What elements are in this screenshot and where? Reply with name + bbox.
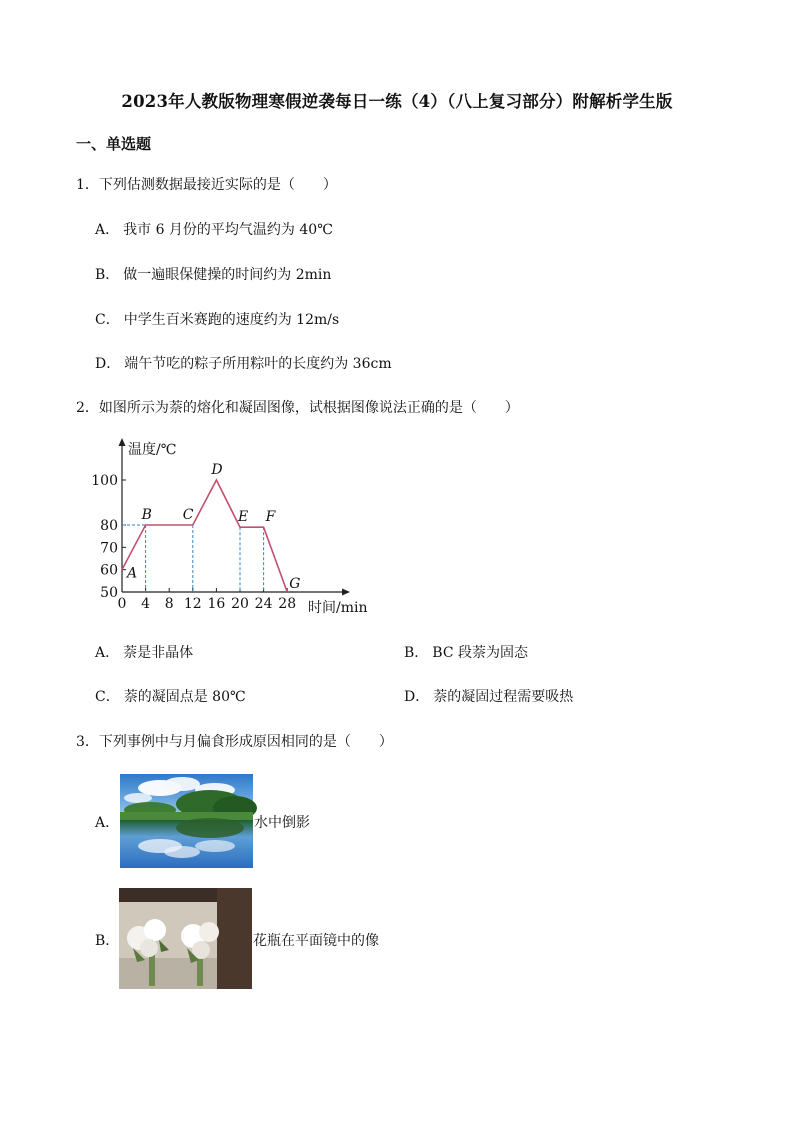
- y-tick-label: 100: [91, 473, 118, 489]
- point-label-d: D: [211, 462, 223, 478]
- temperature-curve: [122, 480, 287, 592]
- y-tick-label: 70: [100, 540, 118, 557]
- y-tick-label: 80: [100, 518, 118, 534]
- point-label-e: E: [238, 509, 249, 526]
- q2-option-b: [404, 642, 528, 662]
- question-stem: 下列事例中与月偏食形成原因相同的是（ ）: [98, 734, 393, 750]
- option-text: 做一遍眼保健操的时间约为 2min: [123, 267, 332, 283]
- option-text: 萘的凝固过程需要吸热: [433, 689, 574, 705]
- q2-option-a: [95, 642, 193, 662]
- option-letter: D．: [404, 689, 430, 705]
- y-tick-label: 50: [100, 585, 118, 601]
- option-text: 中学生百米赛跑的速度约为 12m/s: [123, 312, 340, 328]
- question-1: [76, 174, 337, 194]
- option-letter: A．: [95, 222, 120, 238]
- vase-mirror-photo: [119, 888, 252, 989]
- y-tick-label: 60: [100, 562, 118, 579]
- y-axis-label: 温度/℃: [128, 442, 177, 458]
- q1-option-d: [95, 353, 392, 373]
- option-text: 萘是非晶体: [123, 645, 194, 661]
- x-tick-label: 16: [207, 596, 226, 612]
- point-label-g: G: [289, 576, 301, 592]
- q2-option-d: [404, 686, 573, 706]
- option-text: BC 段萘为固态: [432, 645, 529, 661]
- x-tick-label: 12: [183, 596, 202, 612]
- x-tick-label: 0: [117, 596, 127, 612]
- option-letter: B．: [95, 267, 120, 283]
- point-label-b: B: [141, 507, 152, 523]
- x-tick-label: 24: [254, 596, 273, 612]
- question-3: [76, 731, 393, 751]
- x-tick-label: 4: [141, 596, 151, 612]
- option-text: 我市 6 月份的平均气温约为 40℃: [123, 222, 333, 238]
- question-number: 1．: [76, 177, 99, 193]
- option-letter: C．: [95, 689, 120, 705]
- q1-option-b: [95, 264, 331, 284]
- section-heading: 一、单选题: [76, 135, 152, 153]
- q3-option-a-text: 水中倒影: [254, 815, 310, 831]
- q1-option-c: [95, 309, 339, 329]
- x-axis-label: 时间/min: [308, 600, 368, 616]
- point-label-a: A: [127, 565, 138, 582]
- question-stem: 下列估测数据最接近实际的是（ ）: [98, 177, 337, 193]
- point-label-c: C: [182, 507, 194, 523]
- option-text: 端午节吃的粽子所用粽叶的长度约为 36cm: [124, 356, 392, 372]
- x-tick-label: 8: [164, 596, 174, 612]
- option-letter: C．: [95, 312, 120, 328]
- lake-reflection-photo: [120, 774, 253, 868]
- question-2: [76, 397, 519, 417]
- question-number: 3．: [76, 734, 99, 750]
- option-text: 萘的凝固点是 80℃: [123, 689, 246, 705]
- q3-option-b-letter: B．: [95, 933, 120, 949]
- x-tick-label: 28: [278, 596, 297, 612]
- option-letter: A．: [95, 645, 120, 661]
- y-axis-arrow: [119, 438, 126, 446]
- option-letter: B．: [404, 645, 429, 661]
- x-axis-arrow: [342, 589, 350, 596]
- q2-option-c: [95, 686, 246, 706]
- option-letter: D．: [95, 356, 121, 372]
- x-tick-label: 20: [231, 596, 249, 612]
- point-label-f: F: [265, 509, 276, 526]
- q1-option-a: [95, 219, 333, 239]
- temperature-time-chart: [91, 432, 390, 622]
- question-number: 2．: [76, 400, 99, 416]
- q3-option-b-text: 花瓶在平面镜中的像: [253, 933, 379, 949]
- q3-option-a-letter: A．: [95, 815, 120, 831]
- page-title: 2023年人教版物理寒假逆袭每日一练（4）（八上复习部分）附解析学生版: [121, 92, 673, 111]
- question-stem: 如图所示为萘的熔化和凝固图像，试根据图像说法正确的是（ ）: [98, 400, 519, 416]
